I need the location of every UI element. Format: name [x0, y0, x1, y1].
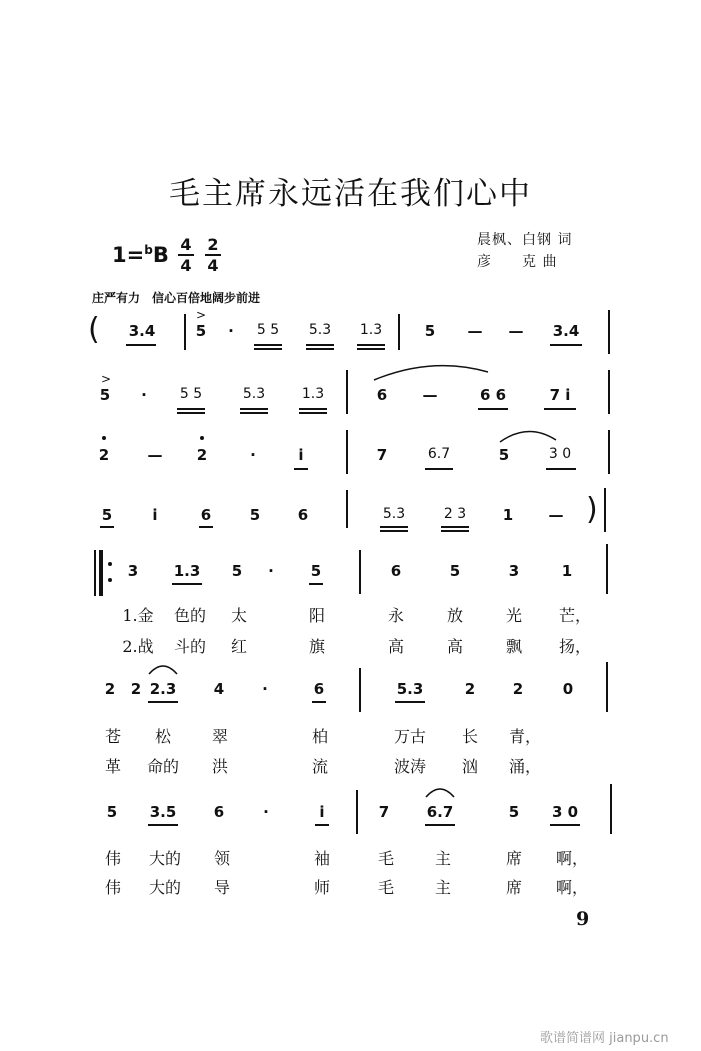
dash: — [467, 322, 483, 340]
note: i [298, 446, 304, 464]
lyric: 啊， [555, 878, 589, 897]
key-flat: b [144, 243, 153, 257]
note: 3 0 [551, 803, 579, 821]
note: 6 [313, 680, 325, 698]
note: 2 [464, 680, 476, 698]
lyric: 光 [505, 606, 523, 625]
lyric: 毛 [377, 849, 395, 868]
note: 5.3 [242, 386, 266, 402]
note: 5 [231, 562, 243, 580]
lyric: 1.金 [122, 606, 154, 625]
lyric: 大的 [148, 878, 182, 897]
key-note: B [152, 243, 169, 267]
meter-top: 4 [180, 235, 192, 254]
note: 5.3 [396, 680, 424, 698]
note: 2 3 [443, 506, 467, 522]
lyric: 主 [434, 849, 452, 868]
lyric: 流 [311, 757, 329, 776]
lyric: 啊， [555, 849, 589, 868]
lyric: 主 [434, 878, 452, 897]
lyric: 红 [230, 637, 248, 656]
lyric: 席 [505, 878, 523, 897]
note: 2 [196, 446, 208, 464]
note: 6 [200, 506, 212, 524]
note: 6 [390, 562, 402, 580]
lyric: 斗的 [173, 637, 207, 656]
lyric: 永 [387, 606, 405, 625]
open-paren: ( [88, 312, 100, 347]
note: 5 [449, 562, 461, 580]
lyric: 柏 [311, 727, 329, 746]
watermark: 歌谱简谱网 jianpu.cn [540, 1031, 669, 1046]
note: 7 i [549, 386, 571, 404]
note: 2 [98, 446, 110, 464]
note: 3.4 [128, 322, 156, 340]
lyric: 太 [230, 606, 248, 625]
dash: — [422, 386, 438, 404]
note: 5 [99, 386, 111, 404]
dash: — [508, 322, 524, 340]
note: 1.3 [173, 562, 201, 580]
lyric: 涌， [508, 757, 542, 776]
lyric: 导 [213, 878, 231, 897]
note: 1.3 [359, 322, 383, 338]
note: 5 [508, 803, 520, 821]
slur [498, 428, 560, 444]
meter-top: 2 [207, 235, 219, 254]
page-number: 9 [576, 908, 590, 930]
note: 2 [512, 680, 524, 698]
note: 5 5 [179, 386, 203, 402]
note: 2 [104, 680, 116, 698]
note: 6 [213, 803, 225, 821]
lyric: 高 [446, 637, 464, 656]
dash: — [147, 446, 163, 464]
note: 6 [376, 386, 388, 404]
lyric: 领 [213, 849, 231, 868]
note: 6.7 [426, 803, 454, 821]
note: 5 [249, 506, 261, 524]
lyric: 大的 [148, 849, 182, 868]
lyric: 长 [461, 727, 479, 746]
lyric: 翠 [211, 727, 229, 746]
tie-slur [372, 362, 492, 382]
meter-bottom: 4 [180, 256, 192, 275]
slur [147, 662, 179, 676]
lyric: 高 [387, 637, 405, 656]
note: 3 [127, 562, 139, 580]
lyric: 袖 [313, 849, 331, 868]
note: 3 0 [548, 446, 572, 462]
note: 7 [376, 446, 388, 464]
note: 5 [106, 803, 118, 821]
lyric: 扬， [558, 637, 592, 656]
close-paren: ) [586, 492, 598, 527]
lyric: 革 [104, 757, 122, 776]
lyric: 万古 [393, 727, 427, 746]
note: 5 5 [256, 322, 280, 338]
note: 3.5 [149, 803, 177, 821]
song-title: 毛主席永远活在我们心中 [169, 176, 532, 212]
note: 6 [297, 506, 309, 524]
lyric: 伟 [104, 849, 122, 868]
lyric: 波涛 [393, 757, 427, 776]
meter-4-4 [178, 236, 194, 274]
lyric: 飘 [505, 637, 523, 656]
note: 2 [130, 680, 142, 698]
note: 3.4 [552, 322, 580, 340]
key-prefix: 1= [112, 243, 145, 267]
meter-2-4 [205, 236, 221, 274]
slur [424, 785, 456, 799]
lyric: 阳 [308, 606, 326, 625]
note: 5 [195, 322, 207, 340]
lyric: 放 [446, 606, 464, 625]
lyric: 命的 [146, 757, 180, 776]
note: 5.3 [308, 322, 332, 338]
lyric: 毛 [377, 878, 395, 897]
note: i [152, 506, 158, 524]
note: 6 6 [479, 386, 507, 404]
note: 5 [310, 562, 322, 580]
lyric: 松 [154, 727, 172, 746]
note: · [250, 446, 256, 464]
note: 2.3 [149, 680, 177, 698]
meter-bottom: 4 [207, 256, 219, 275]
lyric: 汹 [461, 757, 479, 776]
note: 5 [498, 446, 510, 464]
key-signature [112, 243, 169, 267]
composer-credit: 彦 克 曲 [477, 254, 558, 270]
lyric: 2.战 [122, 637, 154, 656]
note: 4 [213, 680, 225, 698]
note: i [319, 803, 325, 821]
note: · [228, 322, 234, 340]
note: · [141, 386, 147, 404]
note: 5.3 [382, 506, 406, 522]
note: 5 [101, 506, 113, 524]
lyric: 席 [505, 849, 523, 868]
lyric: 旗 [308, 637, 326, 656]
lyric: 师 [313, 878, 331, 897]
lyric: 洪 [211, 757, 229, 776]
lyric: 芒， [558, 606, 592, 625]
lyric: 色的 [173, 606, 207, 625]
note: 1 [561, 562, 573, 580]
note: 1.3 [301, 386, 325, 402]
lyric: 伟 [104, 878, 122, 897]
note: 6.7 [427, 446, 451, 462]
note: · [263, 803, 269, 821]
note: · [268, 562, 274, 580]
note: 7 [378, 803, 390, 821]
note: 3 [508, 562, 520, 580]
lyricist-credit: 晨枫、白钢 词 [477, 232, 573, 248]
lyric: 青， [508, 727, 542, 746]
note: 1 [502, 506, 514, 524]
tempo-marking: 庄严有力 信心百倍地阔步前进 [92, 291, 261, 305]
dash: — [548, 506, 564, 524]
lyric: 苍 [104, 727, 122, 746]
note: 5 [424, 322, 436, 340]
note: 0 [562, 680, 574, 698]
note: · [262, 680, 268, 698]
